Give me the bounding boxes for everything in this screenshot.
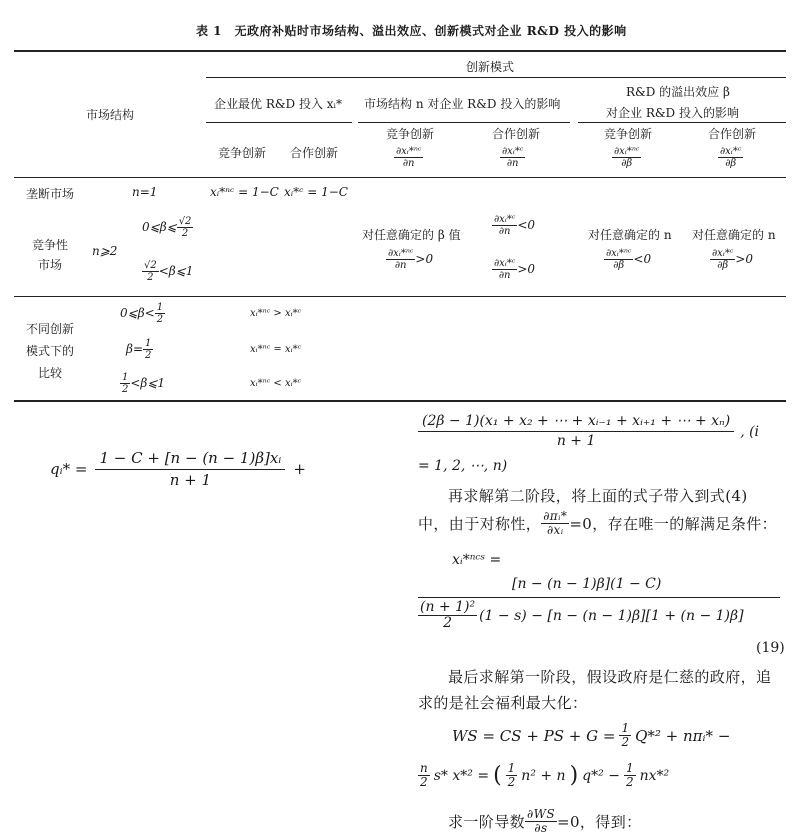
row-monopoly-n: n=1	[132, 185, 158, 199]
row-any-n-2: 对任意确定的 n	[692, 228, 776, 242]
row-compare-eq: xᵢ*ⁿᶜ = xᵢ*ᶜ	[250, 344, 302, 355]
row-deriv-nc-beta-lt0: $\frac{\text{∂xᵢ*ⁿᶜ}}{\partial\beta}$ <0	[606, 248, 652, 271]
row-monopoly-label: 垄断市场	[26, 187, 75, 201]
header-effect-beta-2: 对企业 R&D 投入的影响	[606, 106, 739, 120]
row-any-n-1: 对任意确定的 n	[588, 228, 672, 242]
header-optimal-rd: 企业最优 R&D 投入 xᵢ*	[214, 97, 342, 111]
header-effect-beta-1: R&D 的溢出效应 β	[626, 85, 730, 99]
header-innovation-mode: 创新模式	[466, 60, 515, 74]
header-competitive-3: 竞争创新	[604, 127, 653, 141]
header-rule-1	[206, 77, 786, 78]
table-caption: 表 1 无政府补贴时市场结构、溢出效应、创新模式对企业 R&D 投入的影响	[196, 24, 627, 38]
table-bottom-rule	[14, 400, 786, 402]
paragraph-second-stage-line1: 再求解第二阶段，将上面的式子带入到式(4)	[448, 487, 748, 505]
header-deriv-c-beta: $\frac{\text{∂xᵢ*ᶜ}}{\partial\beta}$	[720, 146, 742, 169]
solution-x-label: xᵢ*ⁿᶜˢ =	[452, 552, 502, 568]
row-deriv-c-beta-gt0: $\frac{\text{∂xᵢ*ᶜ}}{\partial\beta}$ >0	[712, 248, 754, 271]
solution-denominator: $\frac{\text{(n + 1)²}}{2}$ (1 − s) − [n − (n − 1)β][1 + (n − 1)β]	[420, 599, 744, 632]
table-top-rule	[14, 50, 786, 52]
header-deriv-c-n: $\frac{\text{∂xᵢ*ᶜ}}{\partial n}$	[502, 146, 524, 169]
row-compare-range-3: $\frac{1}{2}$ <β⩽1	[122, 372, 166, 395]
solution-fraction-bar	[418, 597, 780, 598]
paragraph-first-stage-line2: 求的是社会福利最大化：	[418, 694, 588, 712]
row-compare-range-2: β= $\frac{1}{2}$	[126, 338, 152, 361]
equation-number-19: (19)	[756, 640, 785, 656]
row-range-2: $\frac{√2}{2}$ <β⩽1	[144, 260, 194, 283]
paragraph-first-stage-line1: 最后求解第一阶段，假设政府是仁慈的政府，追	[448, 668, 772, 686]
solution-numerator: [n − (n − 1)β](1 − C)	[512, 576, 662, 592]
welfare-equation-line1: WS = CS + PS + G = $\frac{1}{2}$ Q*² + nπᵢ* −	[452, 721, 731, 750]
row-deriv-nc-n-gt0: $\frac{\text{∂xᵢ*ⁿᶜ}}{\partial n}$ >0	[388, 248, 434, 271]
welfare-equation-line2: $\frac{n}{2}$ s* x*² = ( $\frac{1}{2}$ n² + n ) q*² − $\frac{1}{2}$ nx*²	[420, 761, 670, 790]
paragraph-first-derivative: 求一阶导数 $\frac{\partial WS}{\partial s}$ =0，得到：	[448, 807, 642, 836]
header-rule-2a	[206, 122, 352, 123]
row-competitive-label-1: 竞争性	[32, 238, 69, 252]
row-compare-label-3: 比较	[38, 366, 63, 380]
row-compare-lt: xᵢ*ⁿᶜ < xᵢ*ᶜ	[250, 378, 302, 389]
header-rule-2c	[578, 122, 786, 123]
header-deriv-nc-n: $\frac{\text{∂xᵢ*ⁿᶜ}}{\partial n}$	[396, 146, 422, 169]
row-deriv-c-n-lt0: $\frac{\text{∂xᵢ*ᶜ}}{\partial n}$ <0	[494, 214, 536, 237]
header-cooperative-3: 合作创新	[708, 127, 757, 141]
paragraph-second-stage-line2: 中，由于对称性， $\frac{\text{∂πᵢ*}}{\text{∂xᵢ}}$ =0，存在唯一的解满足条件：	[418, 509, 778, 538]
header-rule-2b	[358, 122, 570, 123]
header-market-structure: 市场结构	[86, 108, 135, 122]
header-cooperative-2: 合作创新	[492, 127, 541, 141]
right-equation-continued: $\frac{\text{(2β − 1)(x₁ + x₂ + ⋯ + xᵢ₋₁ + xᵢ₊₁ + ⋯ + xₙ)}}{n + 1}$ , (i	[418, 414, 759, 450]
row-monopoly-nc: xᵢ*ⁿᶜ = 1−C	[210, 185, 279, 199]
row-any-beta: 对任意确定的 β 值	[362, 228, 461, 242]
header-bottom-rule	[14, 177, 786, 178]
row-rule-competitive	[14, 296, 786, 297]
header-competitive-2: 竞争创新	[386, 127, 435, 141]
left-equation: qᵢ* = $\frac{\text{1 − C + [n − (n − 1)β]xᵢ}}{n + 1}$ +	[50, 449, 306, 489]
row-compare-label-1: 不同创新	[26, 322, 75, 336]
row-compare-gt: xᵢ*ⁿᶜ > xᵢ*ᶜ	[250, 308, 302, 319]
row-monopoly-c: xᵢ*ᶜ = 1−C	[284, 185, 348, 199]
row-compare-label-2: 模式下的	[26, 344, 75, 358]
row-deriv-c-n-gt0: $\frac{\text{∂xᵢ*ᶜ}}{\partial n}$ >0	[494, 258, 536, 281]
row-range-1: 0⩽β⩽ $\frac{√2}{2}$	[142, 216, 192, 239]
header-effect-n: 市场结构 n 对企业 R&D 投入的影响	[364, 97, 561, 111]
row-competitive-label-2: 市场	[38, 258, 63, 272]
header-deriv-nc-beta: $\frac{\text{∂xᵢ*ⁿᶜ}}{\partial\beta}$	[614, 146, 640, 169]
header-cooperative-1: 合作创新	[290, 146, 339, 160]
row-compare-range-1: 0⩽β< $\frac{1}{2}$	[120, 302, 164, 325]
row-n-ge-2: n⩾2	[92, 244, 118, 258]
header-competitive-1: 竞争创新	[218, 146, 267, 160]
right-equation-range: = 1, 2, ⋯, n)	[418, 458, 508, 474]
